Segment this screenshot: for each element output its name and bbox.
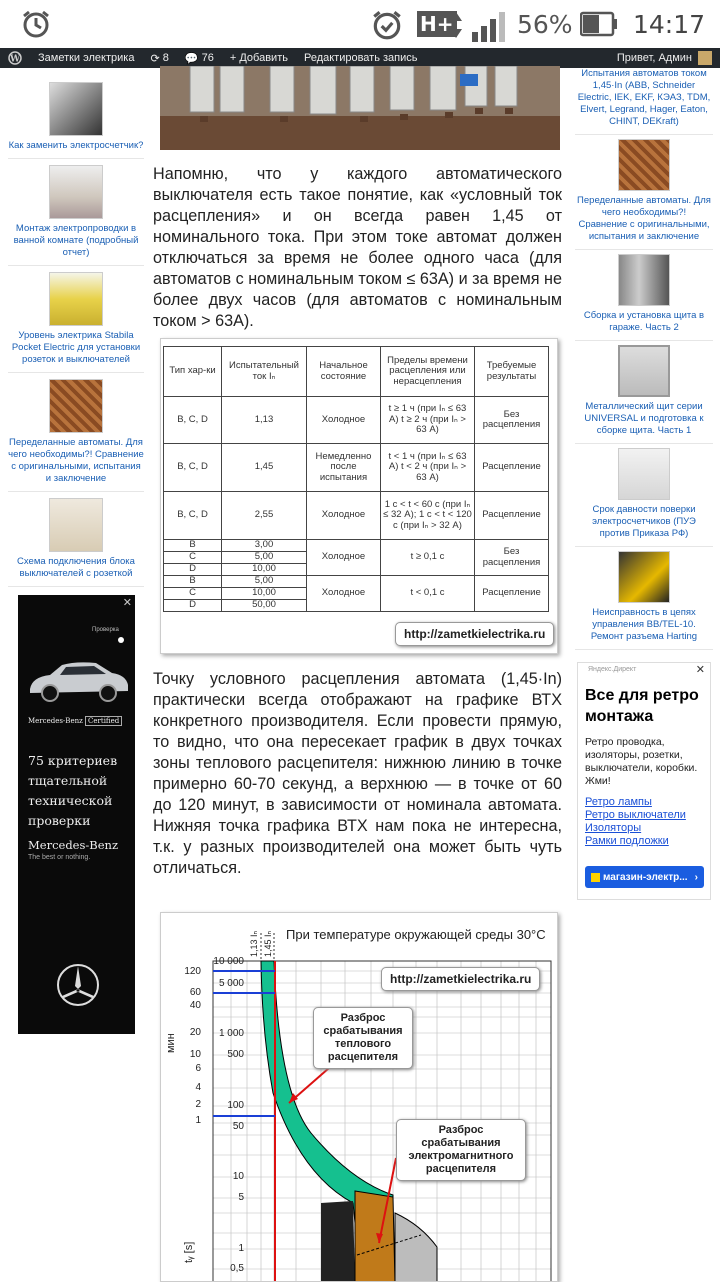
site-name-link[interactable]: Заметки электрика bbox=[38, 52, 135, 64]
left-post-link-4[interactable] bbox=[8, 373, 144, 492]
post-thumbnail bbox=[49, 379, 103, 433]
table-row bbox=[164, 397, 549, 444]
table-watermark: http://zametkielectrika.ru bbox=[395, 622, 554, 646]
left-post-link-2[interactable] bbox=[8, 159, 144, 266]
ad-brand-small: Mercedes-Benz Certified bbox=[28, 717, 122, 725]
left-ad-banner[interactable] bbox=[18, 595, 135, 1034]
comments-count: 76 bbox=[201, 52, 214, 64]
tick-label: 2 bbox=[195, 1099, 201, 1110]
table-cell: Холодное bbox=[307, 576, 381, 612]
left-sidebar bbox=[8, 70, 144, 587]
alarm-active-icon bbox=[370, 8, 404, 42]
network-type-icon: H+ bbox=[417, 11, 457, 37]
battery-icon bbox=[580, 10, 618, 38]
post-thumbnail bbox=[49, 498, 103, 552]
ad-headline: 75 критериев тщательной технической проверки bbox=[28, 753, 118, 828]
right-post-link-5[interactable] bbox=[575, 444, 713, 547]
table-cell: C bbox=[164, 552, 222, 564]
user-greeting[interactable] bbox=[609, 48, 720, 68]
ad-link-4[interactable]: Рамки подложки bbox=[585, 835, 669, 847]
ad-title[interactable]: Все для ретро монтажа bbox=[585, 687, 699, 725]
chart-title: При температуре окружающей среды 30°С bbox=[286, 927, 546, 942]
post-title: Испытания автоматов током 1,45·In (ABB, Schneider Electric, IEK, EKF, КЭАЗ, TDM, Elvert, Legrand, Hager, Eaton, CHINT, DEKraft) bbox=[577, 68, 711, 127]
table-cell: D bbox=[164, 564, 222, 576]
tick-label: 1 000 bbox=[218, 1028, 244, 1039]
tick-label: 1 bbox=[238, 1243, 244, 1254]
table-row bbox=[164, 492, 549, 540]
ad-body: Ретро проводка, изоляторы, розетки, выключатели, коробки. Жми! bbox=[585, 736, 698, 787]
tick-label: 120 bbox=[184, 966, 201, 977]
post-title: Как заменить электросчетчик? bbox=[8, 140, 144, 151]
ad-brand: Mercedes-Benz bbox=[28, 838, 119, 852]
chart-watermark: http://zametkielectrika.ru bbox=[381, 967, 540, 991]
post-thumbnail bbox=[49, 165, 103, 219]
ad-button-label: магазин-электр... bbox=[603, 871, 688, 883]
post-thumbnail bbox=[618, 448, 670, 500]
tick-label: 10 000 bbox=[213, 956, 244, 967]
table-cell: 10,00 bbox=[222, 564, 307, 576]
left-post-link-3[interactable] bbox=[8, 266, 144, 373]
table-cell: Без расцепления bbox=[475, 540, 549, 576]
updates-count: 8 bbox=[162, 52, 169, 64]
table-cell: Без расцепления bbox=[475, 397, 549, 444]
table-cell: 5,00 bbox=[222, 576, 307, 588]
ad-slogan: The best or nothing. bbox=[28, 854, 91, 861]
right-post-link-1[interactable] bbox=[575, 66, 713, 135]
post-title: Монтаж электропроводки в ванной комнате (подробный отчет) bbox=[13, 223, 139, 258]
post-title: Уровень электрика Stabila Pocket Electric для установки розеток и выключателей bbox=[11, 330, 141, 365]
table-header: Требуемые результаты bbox=[475, 347, 549, 397]
post-thumbnail bbox=[49, 272, 103, 326]
table-cell: t < 0,1 с bbox=[381, 576, 475, 612]
tick-label: 100 bbox=[227, 1100, 244, 1111]
right-sidebar bbox=[575, 66, 713, 650]
tick-label: 10 bbox=[189, 1049, 201, 1060]
right-ad-block[interactable] bbox=[577, 662, 711, 900]
table-cell: 50,00 bbox=[222, 600, 307, 612]
status-bar bbox=[0, 0, 720, 48]
ad-link-3[interactable]: Изоляторы bbox=[585, 822, 642, 834]
table-cell: C bbox=[164, 588, 222, 600]
table-cell: 1,13 bbox=[222, 397, 307, 444]
table-cell: 10,00 bbox=[222, 588, 307, 600]
left-post-link-1[interactable] bbox=[8, 70, 144, 159]
updates-link[interactable] bbox=[142, 48, 176, 68]
table-cell: t ≥ 0,1 с bbox=[381, 540, 475, 576]
ad-source: Яндекс.Директ bbox=[588, 666, 637, 673]
comments-link[interactable] bbox=[177, 48, 222, 68]
comment-icon: 💬 bbox=[184, 52, 202, 65]
table-cell: B, C, D bbox=[164, 444, 222, 492]
battery-percent: 56% bbox=[517, 10, 573, 39]
avatar bbox=[698, 51, 712, 65]
ad-close-icon[interactable]: ✕ bbox=[122, 597, 132, 609]
post-thumbnail bbox=[49, 82, 103, 136]
table-header: Пределы времени расцепления или нерасцепления bbox=[381, 347, 475, 397]
table-cell: t ≥ 1 ч (при Iₙ ≤ 63 А) t ≥ 2 ч (при Iₙ > 63 А) bbox=[381, 397, 475, 444]
post-title: Неисправность в цепях управления ВВ/TEL-10. Ремонт разъема Harting bbox=[590, 607, 698, 642]
tick-label: 6 bbox=[195, 1063, 201, 1074]
table-cell: 2,55 bbox=[222, 492, 307, 540]
article-paragraph-1: Напомню, что у каждого автоматического выключателя есть такое понятие, как «условный ток расцепления» и он всегда равен 1,45 от номинального тока. При этом токе автомат должен отключаться за время не более одного часа (для автоматов с номинальным током ≤ 63А) и за время не более двух часов (для автоматов с номинальным током > 63А). bbox=[153, 165, 562, 330]
table-cell: Расцепление bbox=[475, 444, 549, 492]
thermal-callout: Разброс срабатывания теплового расцепителя bbox=[313, 1007, 413, 1069]
table-cell: Расцепление bbox=[475, 576, 549, 612]
tick-label: 5 bbox=[238, 1192, 244, 1203]
post-thumbnail bbox=[618, 254, 670, 306]
table-cell: 5,00 bbox=[222, 552, 307, 564]
table-cell: B bbox=[164, 540, 222, 552]
table-row bbox=[164, 444, 549, 492]
table-cell: 1,45 bbox=[222, 444, 307, 492]
table-header: Тип хар-ки bbox=[164, 347, 222, 397]
left-post-link-5[interactable] bbox=[8, 492, 144, 587]
tick-label: 20 bbox=[189, 1027, 201, 1038]
article-paragraph-2: Точку условного расцепления автомата (1,45·In) практически всегда отображают на графике ВТХ конкретного производителя. Если провести прямую, то видно, что она пересекает график в двух точках зоны теплового расцепителя: нижнюю линию в точке примерно 60-70 секунд, а верхнюю — в точке от 60 до 120 минут, в зависимости от номинала автомата. Нижняя точка графика ВТХ нам пока не интересна, т.к. у разных производителей она может быть чуть отличаться. bbox=[153, 670, 562, 877]
table-row bbox=[164, 576, 549, 588]
post-thumbnail bbox=[618, 139, 670, 191]
tick-label: 500 bbox=[227, 1049, 244, 1060]
refresh-icon: ⟳ bbox=[150, 52, 163, 65]
table-cell: B, C, D bbox=[164, 492, 222, 540]
post-thumbnail bbox=[618, 551, 670, 603]
add-new-link[interactable]: + Добавить bbox=[229, 52, 288, 64]
car-image bbox=[24, 655, 132, 705]
mercedes-star-icon bbox=[56, 963, 100, 1007]
chart-frame bbox=[160, 912, 558, 1282]
y-label-min: мин bbox=[165, 1033, 177, 1053]
ad-check-tag: Проверка bbox=[92, 627, 119, 633]
magnetic-callout: Разброс срабатывания электромагнитного расцепителя bbox=[396, 1119, 526, 1181]
tick-label: 4 bbox=[195, 1082, 201, 1093]
table-header: Начальное состояние bbox=[307, 347, 381, 397]
tick-label: 1 bbox=[195, 1115, 201, 1126]
post-title: Сборка и установка щита в гараже. Часть 2 bbox=[583, 310, 705, 333]
chevron-right-icon: › bbox=[694, 871, 698, 883]
edit-post-link[interactable]: Редактировать запись bbox=[303, 52, 418, 64]
ad-shop-button[interactable] bbox=[585, 866, 704, 888]
top-label-145: 1,45 Iₙ bbox=[263, 930, 273, 957]
tick-label: 40 bbox=[189, 1000, 201, 1011]
table-cell: 1 с < t < 60 с (при Iₙ ≤ 32 А); 1 с < t < 120 с (при Iₙ > 32 А) bbox=[381, 492, 475, 540]
magnetic-release-band-c bbox=[355, 1191, 395, 1282]
alarm-icon bbox=[20, 8, 52, 40]
table-cell: Холодное bbox=[307, 492, 381, 540]
ad-link-2[interactable]: Ретро выключатели bbox=[585, 809, 686, 821]
clock: 14:17 bbox=[633, 10, 706, 39]
admin-bar bbox=[0, 48, 720, 68]
right-post-link-2[interactable] bbox=[575, 135, 713, 250]
post-title: Металлический щит серии UNIVERSAL и подготовка к сборке щита. Часть 1 bbox=[584, 401, 704, 436]
magnetic-release-band-b bbox=[321, 1201, 355, 1282]
top-label-113: 1,13 Iₙ bbox=[249, 930, 259, 957]
ad-check-dot bbox=[118, 637, 124, 643]
table-cell: Немедленно после испытания bbox=[307, 444, 381, 492]
ad-links bbox=[585, 796, 686, 848]
tick-label: 10 bbox=[232, 1171, 244, 1182]
right-post-link-3[interactable] bbox=[575, 250, 713, 341]
table-cell: Холодное bbox=[307, 540, 381, 576]
post-title: Переделанные автоматы. Для чего необходимы?! Сравнение с оригинальными, испытания и заключение bbox=[577, 195, 711, 242]
spec-table bbox=[163, 346, 549, 612]
table-cell: Холодное bbox=[307, 397, 381, 444]
tick-label: 60 bbox=[189, 987, 201, 998]
table-cell: t < 1 ч (при Iₙ ≤ 63 А) t < 2 ч (при Iₙ > 63 А) bbox=[381, 444, 475, 492]
ad-link-1[interactable]: Ретро лампы bbox=[585, 796, 652, 808]
table-row bbox=[164, 540, 549, 552]
shop-icon bbox=[591, 873, 600, 882]
tick-label: 50 bbox=[232, 1121, 244, 1132]
breakers-photo bbox=[160, 66, 560, 150]
table-cell: B bbox=[164, 576, 222, 588]
post-thumbnail bbox=[618, 345, 670, 397]
data-arrows-icon bbox=[450, 12, 462, 38]
tick-label: 0,5 bbox=[230, 1263, 244, 1274]
right-post-link-4[interactable] bbox=[575, 341, 713, 444]
table-cell: 3,00 bbox=[222, 540, 307, 552]
wordpress-logo-icon[interactable] bbox=[0, 48, 30, 68]
table-cell: Расцепление bbox=[475, 492, 549, 540]
table-cell: D bbox=[164, 600, 222, 612]
post-title: Срок давности поверки электросчетчиков (ПУЭ против Приказа РФ) bbox=[592, 504, 696, 539]
right-post-link-6[interactable] bbox=[575, 547, 713, 650]
signal-icon bbox=[470, 10, 508, 42]
post-title: Переделанные автоматы. Для чего необходимы?! Сравнение с оригинальными, испытания и заключение bbox=[8, 437, 144, 484]
svg-text:W: W bbox=[9, 54, 21, 65]
post-title: Схема подключения блока выключателей с розеткой bbox=[17, 556, 135, 579]
y-label-seconds: tᵧ [s] bbox=[183, 1241, 195, 1263]
tick-label: 5 000 bbox=[218, 978, 244, 989]
greeting-text: Привет, Админ bbox=[616, 52, 692, 64]
ad-close-icon[interactable]: ✕ bbox=[695, 664, 705, 676]
table-header: Испытательный ток Iₙ bbox=[222, 347, 307, 397]
table-cell: B, C, D bbox=[164, 397, 222, 444]
